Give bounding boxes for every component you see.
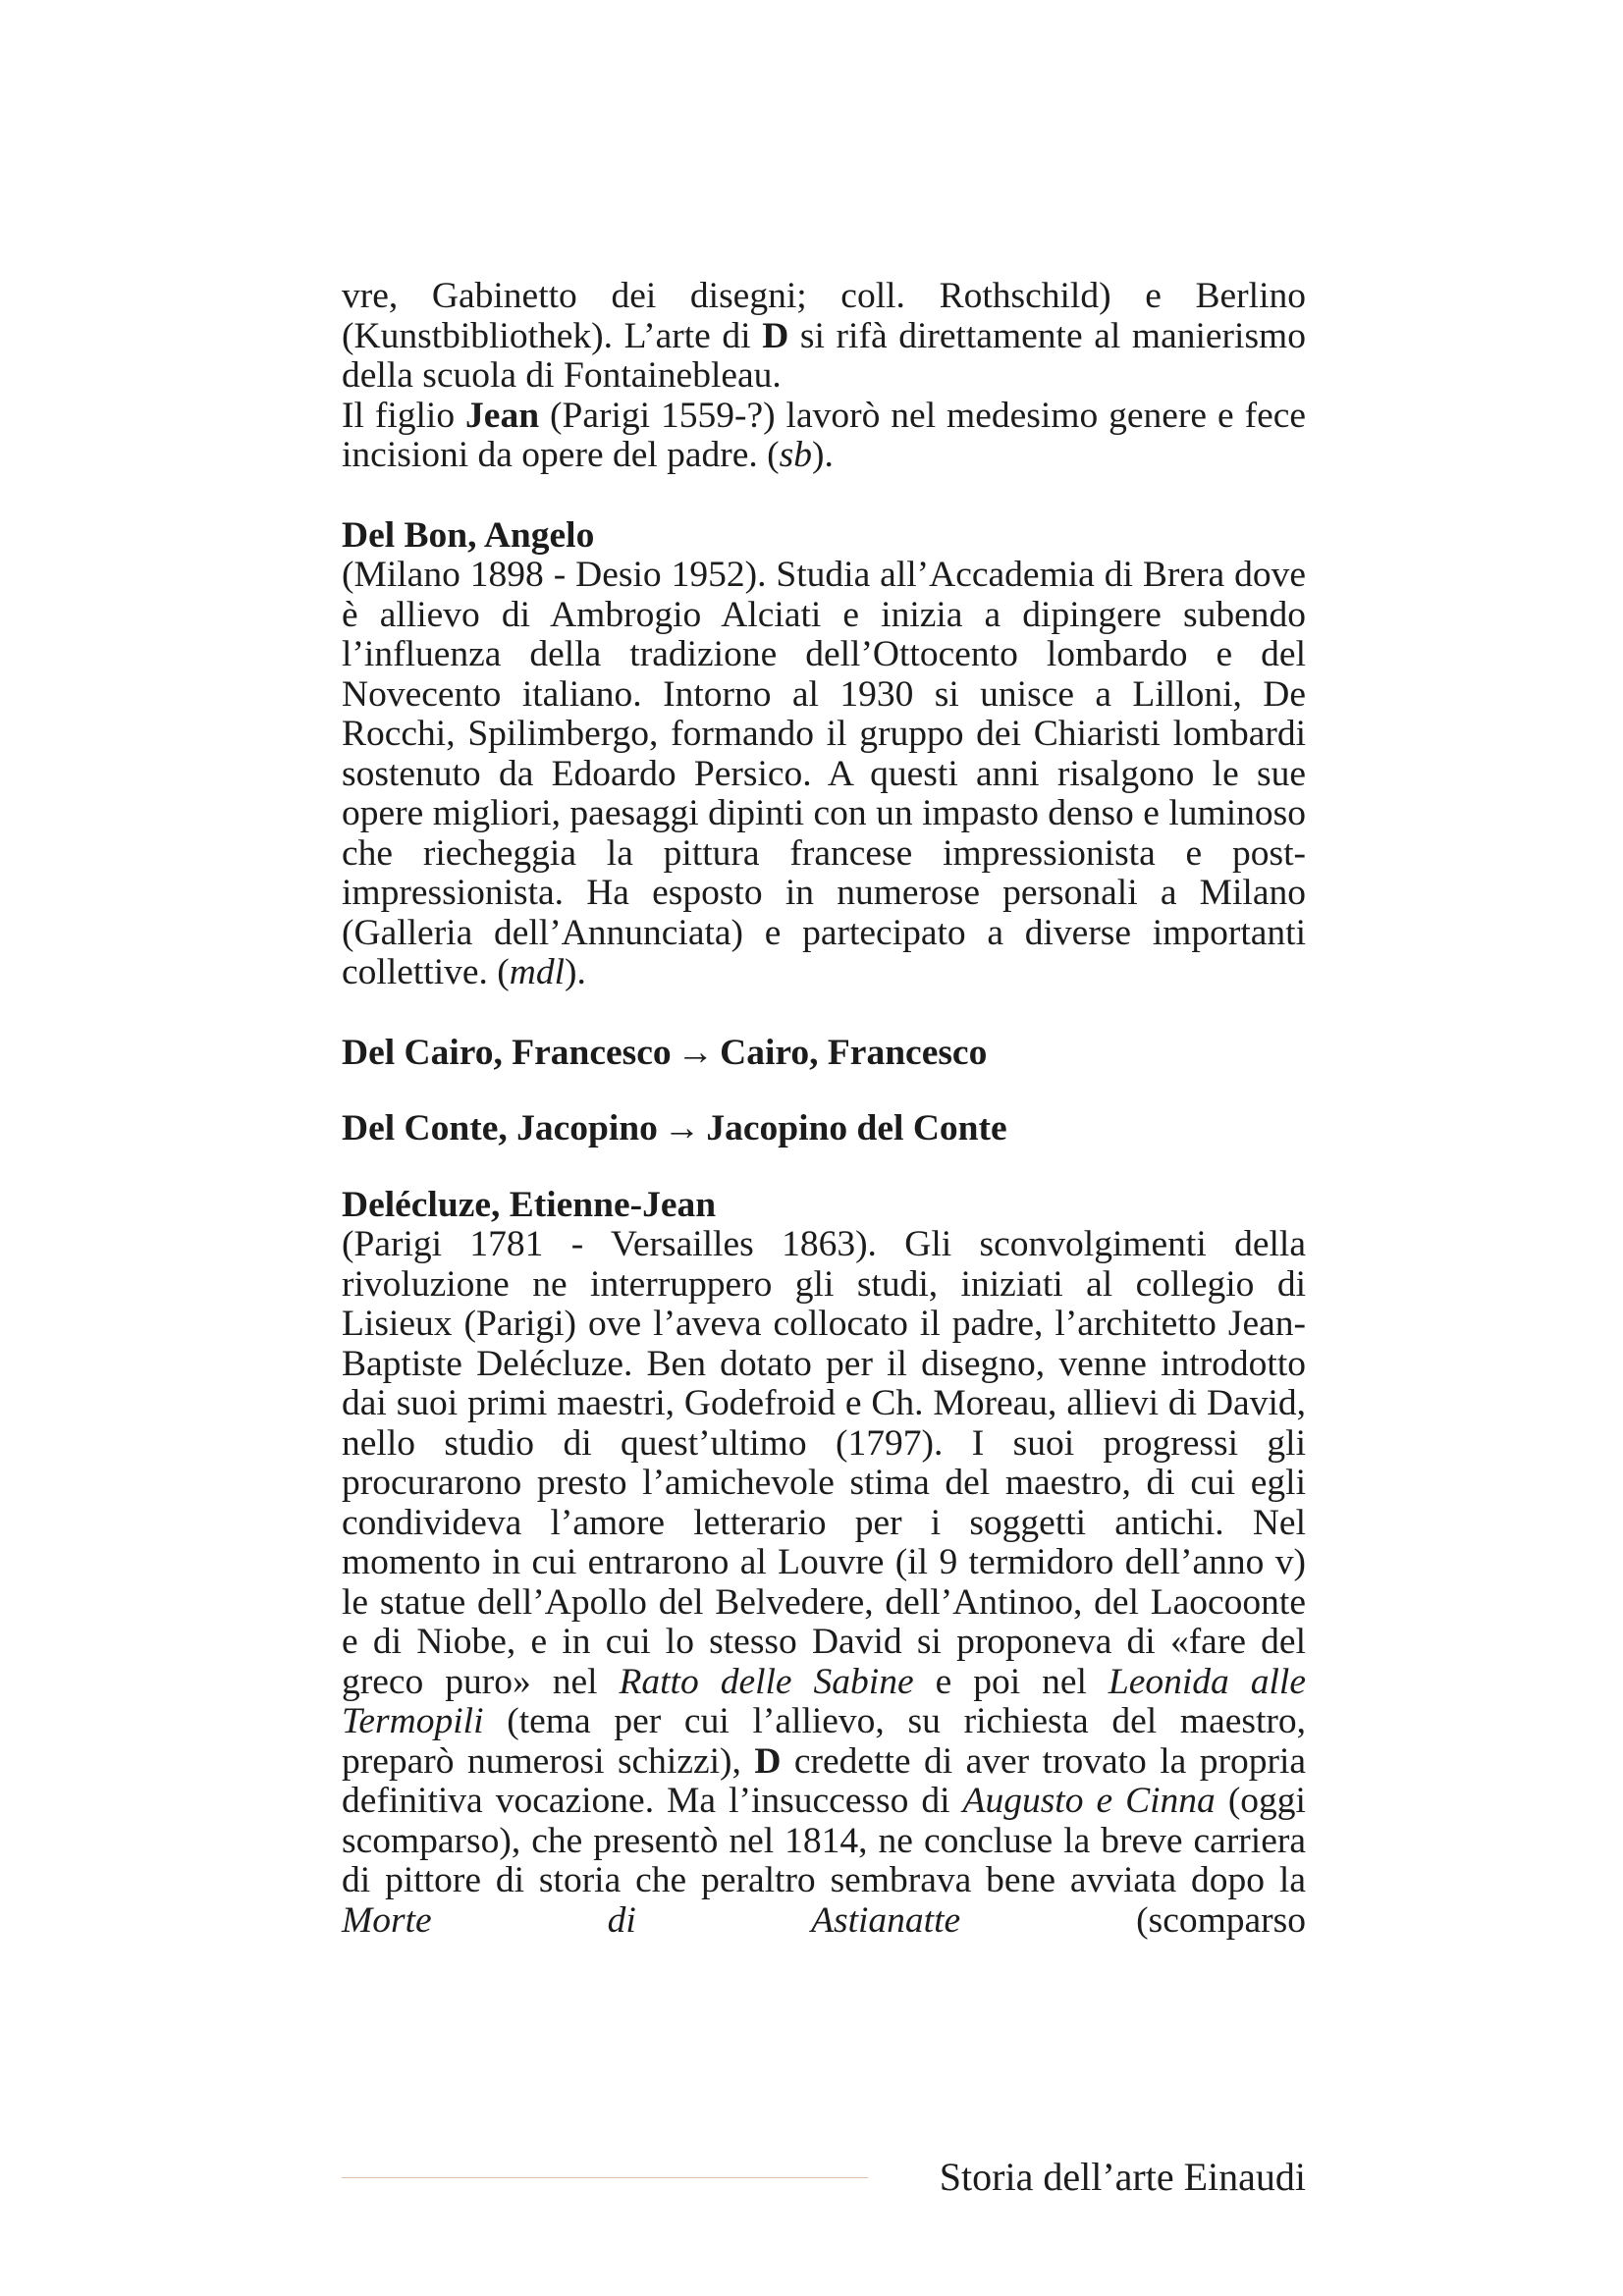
son-end: ). — [812, 435, 834, 475]
author-abbrev: D — [754, 1740, 782, 1782]
xref-to: Jacopino del Conte — [706, 1108, 1007, 1148]
entry-text: (tema per cui l’allievo, su richiesta del maestro, preparò numerosi schizzi), — [342, 1701, 1306, 1782]
author-initials: sb — [779, 435, 813, 475]
son-name: Jean — [465, 395, 540, 436]
xref-heading — [342, 1109, 1306, 1149]
arrow-right-icon: → — [676, 1032, 715, 1073]
xref-del-conte — [342, 1109, 1306, 1149]
author-abbrev: D — [762, 315, 789, 356]
xref-from: Del Cairo, Francesco — [342, 1032, 672, 1073]
entry-delecluze — [342, 1186, 1306, 1942]
entry-text: (scomparso — [960, 1899, 1306, 1941]
xref-heading — [342, 1034, 1306, 1074]
author-initials: mdl — [509, 952, 566, 992]
entry-del-bon — [342, 516, 1306, 993]
entry-body — [342, 1225, 1306, 1941]
artwork-title: Ratto delle Sabine — [619, 1661, 914, 1702]
son-text: (Parigi 1559-?) lavorò nel medesimo genere e fece incisioni da opere del padre. ( — [342, 395, 1307, 475]
xref-to: Cairo, Francesco — [720, 1032, 988, 1073]
entry-text: credette di aver trovato la propria definitiva vocazione. Ma l’insuccesso di — [342, 1740, 1307, 1821]
footer-title: Storia dell’arte Einaudi — [939, 2155, 1306, 2199]
artwork-title: Morte di Astianatte — [342, 1899, 961, 1941]
entry-text: (oggi scomparso), che presentò nel 1814, ne concluse la breve carriera di pittore di storia che peraltro sembrava bene avviata dopo la — [342, 1781, 1306, 1900]
entry-heading: Delécluze, Etienne-Jean — [342, 1184, 717, 1225]
entry-end: ). — [565, 952, 586, 992]
entry-text: (Parigi 1781 - Versailles 1863). Gli sconvolgimenti della rivoluzione ne interruppero gli studi, iniziati al collegio di Lisieux (Parigi) ove l’aveva collocato il padre, l’architetto Jean-Baptiste Delécluze. Ben dotato per il disegno, venne introdotto dai suoi primi maestri, Godefroid e Ch. Moreau, allievi di David, nello studio di quest’ultimo (1797). I suoi progressi gli procurarono presto l’amichevole stima del maestro, di cui egli condivideva l’amore letterario per i soggetti antichi. Nel momento in cui entrarono al Louvre (il 9 termidoro dell’anno v) le statue dell’Apollo del Belvedere, dell’Antinoo, del Laocoonte e di Niobe, e in cui lo stesso David si proponeva di «fare del greco puro» nel — [342, 1224, 1306, 1702]
son-paragraph — [342, 397, 1306, 476]
entry-text: (Milano 1898 - Desio 1952). Studia all’Accademia di Brera dove è allievo di Ambrogio Alciati e inizia a dipingere subendo l’influenza della tradizione dell’Ottocento lombardo e del Novecento italiano. Intorno al 1930 si unisce a Lilloni, De Rocchi, Spilimbergo, formando il gruppo dei Chiaristi lombardi sostenuto da Edoardo Persico. A questi anni risalgono le sue opere migliori, paesaggi dipinti con un impasto denso e luminoso che riecheggia la pittura francese impressionista e post-impressionista. Ha esposto in numerose personali a Milano (Galleria dell’Annunciata) e partecipato a diverse importanti collettive. ( — [342, 555, 1306, 992]
entry-heading: Del Bon, Angelo — [342, 514, 595, 556]
text-column — [342, 277, 1306, 1941]
xref-from: Del Conte, Jacopino — [342, 1108, 658, 1148]
footer-rule — [342, 2177, 868, 2178]
artwork-title: Leonida alle Termopili — [342, 1661, 1306, 1741]
entry-text: e poi nel — [913, 1661, 1109, 1702]
intro-text-2: si rifà direttamente al manierismo della scuola di Fontainebleau. — [342, 315, 1306, 396]
son-prefix: Il figlio — [342, 395, 466, 436]
artwork-title: Augusto e Cinna — [962, 1781, 1216, 1821]
intro-paragraph — [342, 277, 1306, 397]
entry-body — [342, 556, 1306, 993]
intro-text: vre, Gabinetto dei disegni; coll. Rothschild) e Berlino (Kunstbibliothek). L’arte di — [342, 276, 1306, 356]
xref-del-cairo — [342, 1034, 1306, 1074]
arrow-right-icon: → — [663, 1108, 701, 1148]
